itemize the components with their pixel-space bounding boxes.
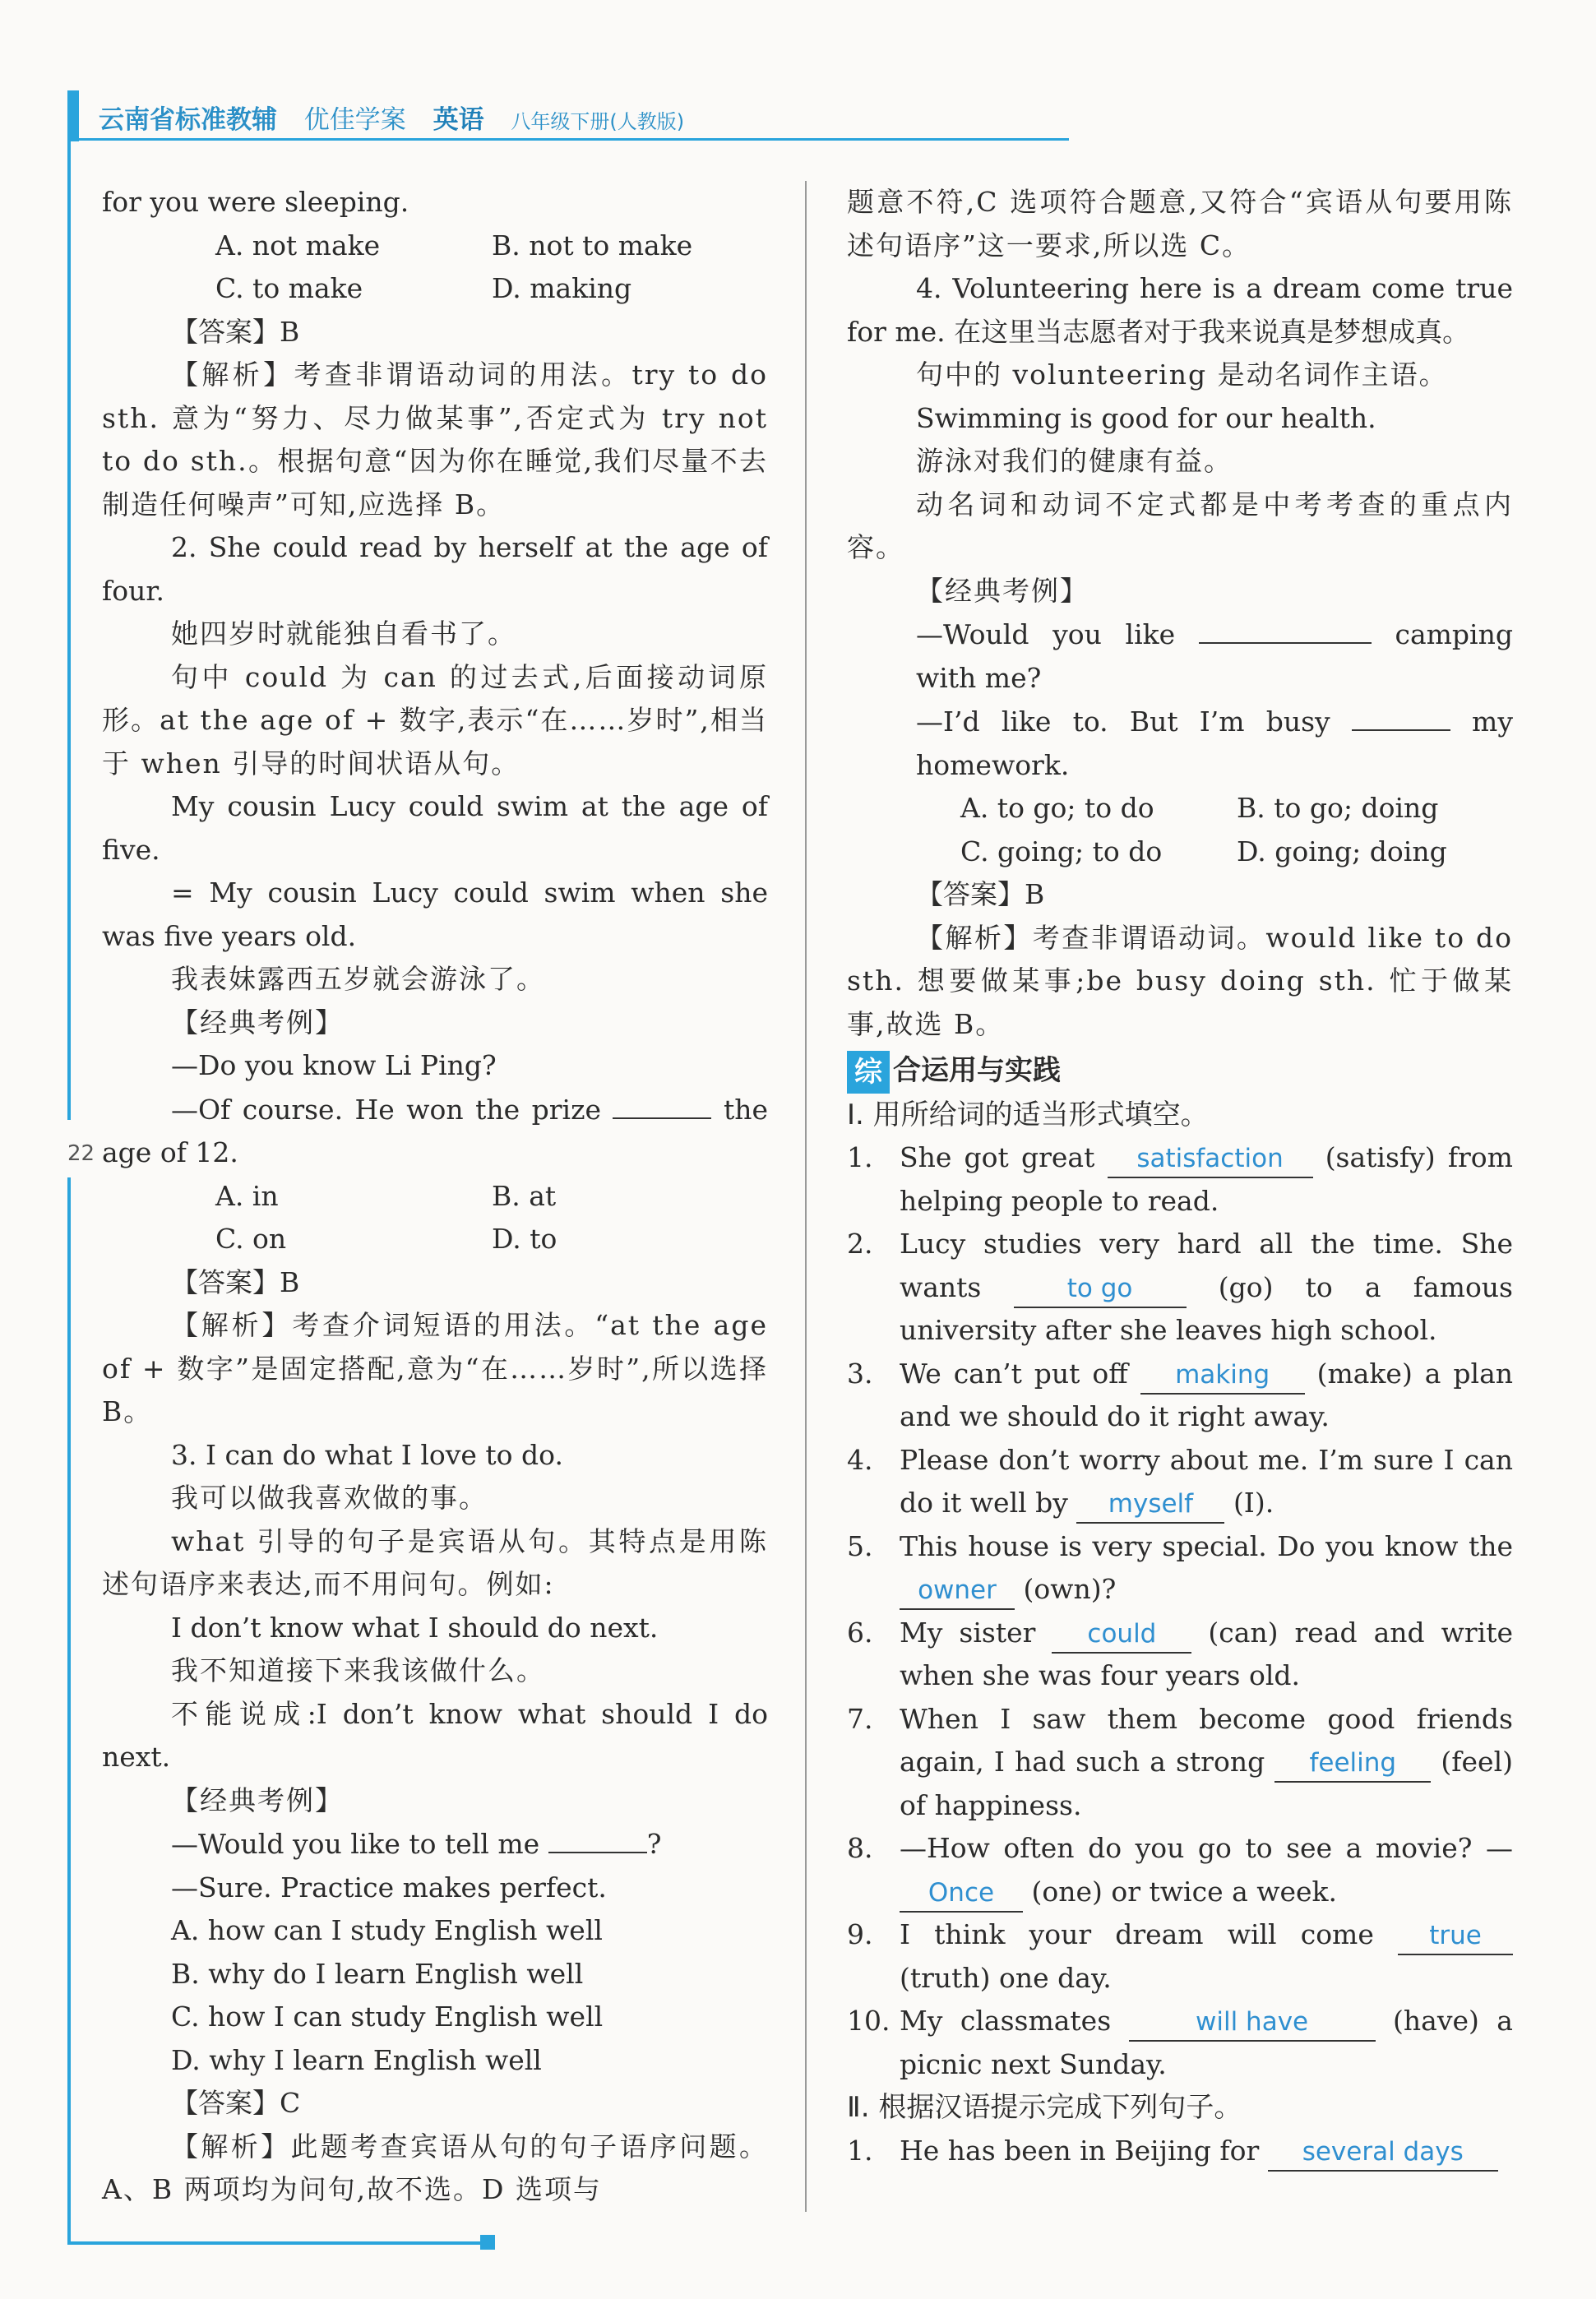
question-line: —Would you like to tell me ?: [102, 1822, 768, 1866]
part-2-title: Ⅱ. 根据汉语提示完成下列句子。: [847, 2091, 1242, 2124]
item-body: [900, 1612, 1513, 1698]
answer-fill[interactable]: will have: [1129, 2004, 1376, 2042]
item-number: 10.: [847, 2005, 891, 2037]
question-line: [847, 700, 1513, 787]
left-rule-top: [67, 141, 71, 1120]
item-text: When I saw them become good friends again, I had such a strong: [900, 1702, 1513, 1778]
item-number: 2.: [847, 1228, 873, 1260]
column-divider: [805, 181, 807, 2212]
header-rule: [79, 138, 1069, 141]
classic-example-label: 【经典考例】: [916, 574, 1089, 607]
answer-fill[interactable]: making: [1140, 1357, 1305, 1395]
option-a: A. in: [215, 1179, 279, 1212]
section-icon: 综: [847, 1051, 890, 1094]
sentence-3-note: what 引导的句子是宾语从句。其特点是用陈述句语序来表达,而不用问句。例如:: [102, 1524, 768, 1600]
item-text: I think your dream will come: [900, 1918, 1374, 1950]
answer-fill[interactable]: feeling: [1274, 1745, 1431, 1783]
option-d: D. why I learn English well: [171, 2043, 542, 2076]
item-body: [900, 1827, 1513, 1913]
right-column: [847, 181, 1513, 2172]
explanation: 【解析】考查介词短语的用法。“at the age of + 数字”是固定搭配,意为“在……岁时”,所以选择 B。: [102, 1309, 768, 1427]
item-body: [900, 1353, 1513, 1439]
options-row: [102, 1218, 768, 1261]
options-row: [102, 1175, 768, 1219]
answer: 【答案】B: [916, 878, 1045, 910]
item-text: (one) or twice a week.: [1031, 1875, 1338, 1908]
classic-example-label: 【经典考例】: [171, 1006, 344, 1038]
sentence-3: 3. I can do what I love to do.: [171, 1438, 563, 1471]
answer-fill[interactable]: could: [1052, 1616, 1191, 1654]
fill-in-item: [847, 1439, 1513, 1525]
answer-blank[interactable]: [548, 1822, 647, 1853]
option-b: B. not to make: [492, 229, 693, 261]
option-line: [102, 1953, 768, 1996]
answer-fill[interactable]: true: [1398, 1917, 1513, 1955]
option-b: B. at: [492, 1179, 557, 1212]
explanation-continued: 题意不符,C 选项符合题意,又符合“宾语从句要用陈述句语序”这一要求,所以选 C。: [847, 186, 1513, 261]
item-body: [900, 1136, 1513, 1223]
item-text: My classmates: [900, 2005, 1112, 2037]
answer-blank[interactable]: [613, 1088, 711, 1119]
exam-tip: 动名词和动词不定式都是中考考查的重点内容。: [847, 488, 1513, 563]
question-text: —Would you like: [916, 618, 1176, 650]
item-number: 7.: [847, 1702, 873, 1735]
item-text: (own)?: [1023, 1573, 1117, 1605]
fill-in-item: [847, 1525, 1513, 1612]
question-text: —Would you like to tell me: [171, 1828, 540, 1860]
option-a: A. how can I study English well: [171, 1914, 603, 1946]
sentence-4: 4. Volunteering here is a dream come true for me. 在这里当志愿者对于我来说真是梦想成真。: [847, 272, 1513, 348]
page-number: 22: [67, 1141, 95, 1166]
item-text: Lucy studies very hard all the time. She wants: [900, 1228, 1513, 1303]
option-d: D. going; doing: [1237, 835, 1447, 867]
translation-item: 1. He has been in Beijing for several days: [847, 2130, 1513, 2173]
answer-blank[interactable]: [1199, 613, 1372, 644]
section-title: 合运用与实践: [893, 1054, 1061, 1087]
explanation: 【解析】考查非谓语动词的用法。try to do sth. 意为“努力、尽力做某事”,否定式为 try not to do sth.。根据句意“因为你在睡觉,我们尽量不去制造任何噪声”可知,应选择 B。: [102, 358, 768, 520]
item-text: —How often do you go to see a movie? —: [900, 1832, 1513, 1864]
answer-fill[interactable]: several days: [1268, 2134, 1498, 2172]
example: My cousin Lucy could swim at the age of five.: [102, 790, 768, 866]
item-text: (truth) one day.: [900, 1961, 1112, 1994]
explanation: 【解析】此题考查宾语从句的句子语序问题。A、B 两项均为问句,故不选。D 选项与: [102, 2130, 768, 2205]
item-text: (make) a plan and we should do it right away.: [900, 1357, 1513, 1432]
bottom-rule-marker: [480, 2235, 495, 2250]
item-text: She got great: [900, 1141, 1095, 1173]
answer-blank[interactable]: [1352, 700, 1450, 731]
explanation: 【解析】考查非谓语动词。would like to do sth. 想要做某事;be busy doing sth. 忙于做某事,故选 B。: [847, 921, 1513, 1040]
item-number: 5.: [847, 1529, 873, 1562]
fill-in-item: [847, 1136, 1513, 1223]
item-number: 1.: [847, 1141, 873, 1173]
part-1-title: Ⅰ. 用所给词的适当形式填空。: [847, 1098, 1209, 1131]
bottom-rule: [67, 2241, 487, 2245]
answer-fill[interactable]: to go: [1014, 1270, 1187, 1308]
option-d: D. to: [492, 1223, 557, 1255]
answer-fill[interactable]: satisfaction: [1108, 1140, 1313, 1178]
option-a: A. to go; to do: [960, 792, 1154, 824]
item-body: [900, 2000, 1513, 2086]
item-text: Please don’t worry about me. I’m sure I can do it well by: [900, 1443, 1513, 1519]
fill-in-item: [847, 1612, 1513, 1698]
option-c: C. going; to do: [960, 835, 1163, 867]
option-line: [102, 1909, 768, 1953]
section-heading: [847, 1049, 1513, 1094]
book-name: 优佳学案: [303, 105, 406, 135]
subject-name: 英语: [433, 105, 484, 135]
item-number: 6.: [847, 1616, 873, 1649]
wrong-usage: 不能说成:I don’t know what should I do next.: [102, 1697, 768, 1773]
question-text: camping with me?: [916, 618, 1513, 694]
answer: 【答案】B: [171, 1265, 300, 1298]
sentence-2-note: 句中 could 为 can 的过去式,后面接动词原形。at the age of + 数字,表示“在……岁时”,相当于 when 引导的时间状语从句。: [102, 660, 768, 779]
fill-in-item: [847, 1698, 1513, 1828]
sentence-4-note: 句中的 volunteering 是动名词作主语。: [916, 358, 1448, 391]
classic-example-label: 【经典考例】: [171, 1783, 344, 1816]
example-translation: 我不知道接下来我该做什么。: [171, 1654, 545, 1686]
answer-fill[interactable]: Once: [900, 1875, 1023, 1913]
question-text: —I’d like to. But I’m busy: [916, 705, 1330, 738]
fill-in-item: [847, 1827, 1513, 1913]
options-row: [102, 224, 768, 268]
text-line: for you were sleeping.: [102, 186, 409, 218]
option-c: C. on: [215, 1223, 287, 1255]
question-line: —Do you know Li Ping?: [171, 1049, 497, 1081]
item-body: [900, 1913, 1513, 2000]
option-b: B. to go; doing: [1237, 792, 1439, 824]
fill-in-item: [847, 1353, 1513, 1439]
series-name: 云南省标准教辅: [99, 105, 277, 135]
fill-in-item: [847, 1913, 1513, 2000]
example: Swimming is good for our health.: [916, 401, 1376, 434]
item-number: 3.: [847, 1357, 873, 1390]
item-number: 9.: [847, 1918, 873, 1950]
question-text: —Of course. He won the prize: [171, 1093, 602, 1126]
item-text: (can) read and write when she was four years old.: [900, 1616, 1513, 1691]
example-translation: 游泳对我们的健康有益。: [916, 445, 1233, 477]
item-text: My sister: [900, 1616, 1036, 1649]
option-d: D. making: [492, 272, 632, 304]
answer: 【答案】B: [171, 315, 300, 348]
option-c: C. how I can study English well: [171, 2001, 604, 2033]
item-body: [900, 1439, 1513, 1525]
answer: 【答案】C: [171, 2087, 301, 2119]
header-text: [99, 99, 702, 136]
left-rule-bottom: [67, 1177, 71, 2245]
example-equivalent: = My cousin Lucy could swim when she was five years old.: [102, 877, 768, 952]
option-line: [102, 1996, 768, 2039]
question-text: my homework.: [916, 705, 1513, 781]
item-text: (satisfy) from helping people to read.: [900, 1141, 1513, 1217]
item-text: He has been in Beijing for: [900, 2134, 1260, 2167]
header-accent-bar: [67, 90, 79, 141]
question-line: —Sure. Practice makes perfect.: [171, 1871, 607, 1903]
example-translation: 我表妹露西五岁就会游泳了。: [171, 963, 545, 995]
item-text: (go) to a famous university after she leaves high school.: [900, 1270, 1513, 1346]
item-text: (feel) of happiness.: [900, 1746, 1513, 1821]
item-text: We can’t put off: [900, 1357, 1128, 1390]
fill-in-item: [847, 1223, 1513, 1353]
option-c: C. to make: [215, 272, 363, 304]
item-body: [900, 1698, 1513, 1828]
sentence-2: 2. She could read by herself at the age of four.: [102, 531, 768, 607]
grade-name: 八年级下册(人教版): [511, 110, 685, 133]
fill-in-list: [847, 1136, 1513, 2086]
sentence-2-translation: 她四岁时就能独自看书了。: [171, 618, 516, 650]
item-text: (have) a picnic next Sunday.: [900, 2005, 1513, 2080]
fill-in-item: [847, 2000, 1513, 2086]
option-line: [102, 2039, 768, 2083]
item-text: (I).: [1233, 1487, 1274, 1519]
question-text: the age of 12.: [102, 1093, 768, 1168]
options-row: [847, 787, 1513, 830]
sentence-3-translation: 我可以做我喜欢做的事。: [171, 1482, 488, 1514]
item-body: [900, 1223, 1513, 1353]
answer-fill[interactable]: myself: [1076, 1486, 1224, 1524]
options-row: [102, 267, 768, 311]
item-number: 4.: [847, 1443, 873, 1476]
example: I don’t know what I should do next.: [171, 1611, 659, 1644]
question-line: [102, 1088, 768, 1175]
options-row: [847, 830, 1513, 874]
question-line: [847, 613, 1513, 700]
option-b: B. why do I learn English well: [171, 1957, 584, 1990]
left-column: [102, 181, 768, 2212]
item-text: This house is very special. Do you know the: [900, 1529, 1513, 1562]
answer-fill[interactable]: owner: [900, 1572, 1015, 1610]
option-a: A. not make: [215, 229, 381, 261]
item-body: [900, 1525, 1513, 1612]
item-number: 8.: [847, 1832, 873, 1864]
page-header: [67, 90, 1069, 141]
